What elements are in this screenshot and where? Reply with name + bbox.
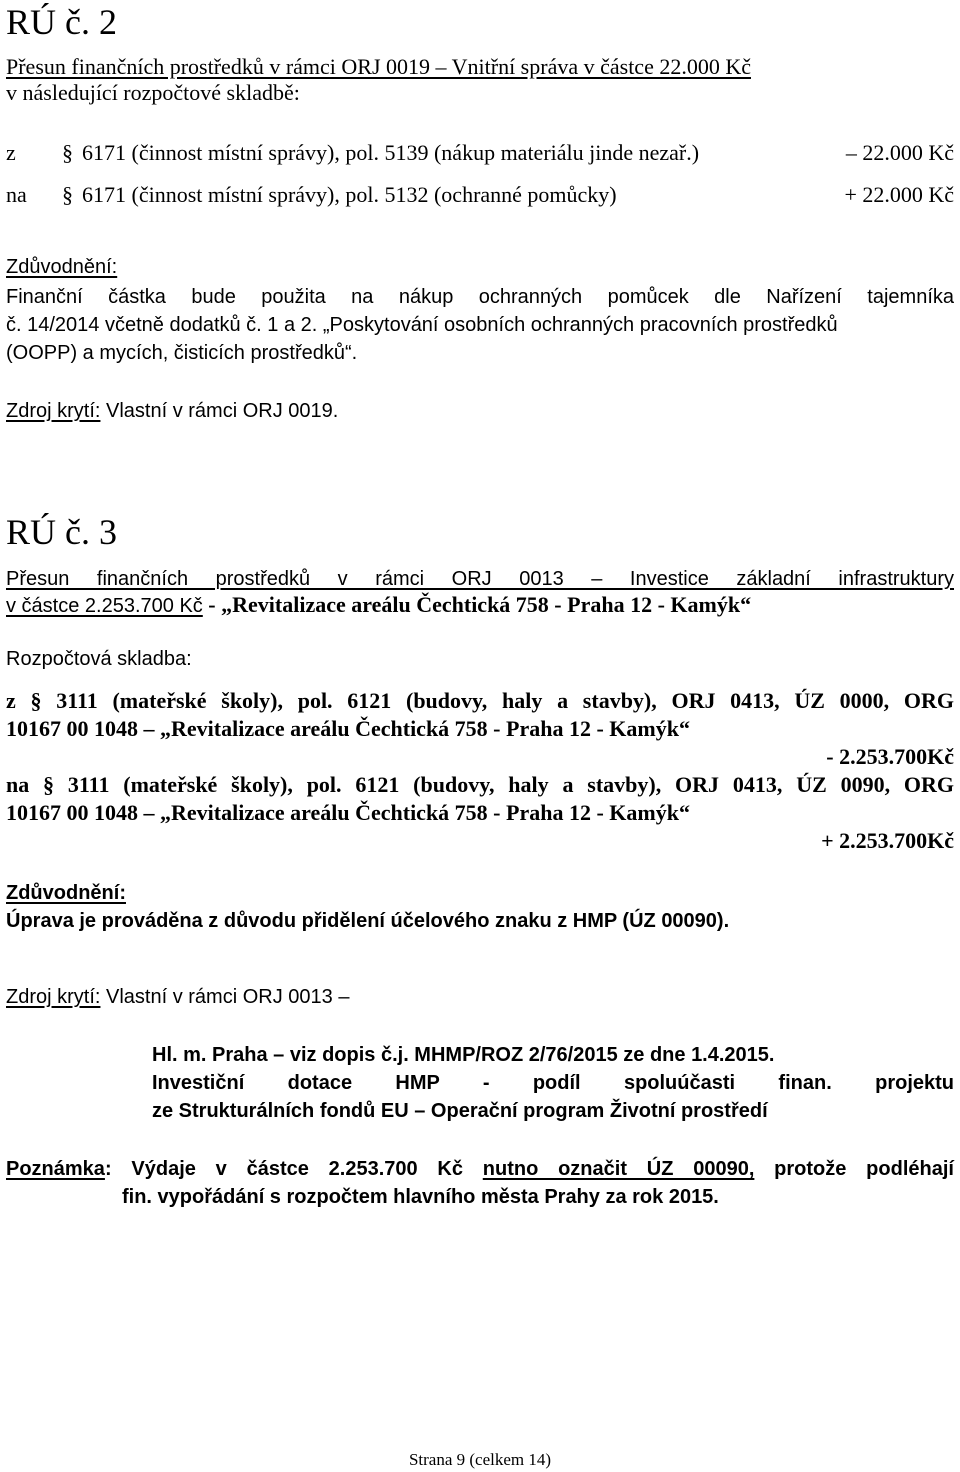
reason-line-3: (OOPP) a mycích, čisticích prostředků“.: [6, 342, 358, 364]
section-sign-icon: §: [62, 140, 73, 165]
note-line-2: fin. vypořádání s rozpočtem hlavního města Prahy za rok 2015.: [122, 1186, 719, 1208]
budget-line-from-amount: – 22.000 Kč: [845, 140, 954, 165]
section-heading-ru3: RÚ č. 3: [6, 512, 117, 552]
transfer-project: - „Revitalizace areálu Čechtická 758 - Praha 12 - Kamýk“: [202, 592, 752, 617]
source-label-ru2: Zdroj krytí:: [6, 400, 101, 422]
source-label-ru3: Zdroj krytí:: [6, 986, 101, 1008]
budget-line-to-amount: + 22.000 Kč: [844, 182, 954, 207]
source-text-ru3: Vlastní v rámci ORJ 0013 –: [100, 986, 350, 1008]
source-ru2: [6, 398, 338, 424]
transfer-title-ru3-line1: Přesun finančních prostředků v rámci ORJ 0013 – Investice základní infrastruktury: [6, 568, 954, 590]
source-text-ru2: Vlastní v rámci ORJ 0019.: [100, 400, 339, 422]
reason-line-1: Finanční částka bude použita na nákup ochranných pomůcek dle Nařízení tajemníka: [6, 286, 954, 308]
budget-line-from-2: 10167 00 1048 – „Revitalizace areálu Čechtická 758 - Praha 12 - Kamýk“: [6, 716, 690, 741]
transfer-title-ru2: Přesun finančních prostředků v rámci ORJ 0019 – Vnitřní správa v částce 22.000 Kč: [6, 54, 751, 79]
reason-text-ru3: Úprava je prováděna z důvodu přidělení účelového znaku z HMP (ÚZ 00090).: [6, 910, 730, 932]
section-sign-icon: §: [62, 182, 73, 207]
source-detail-2: Investiční dotace HMP - podíl spoluúčasti finan. projektu: [152, 1072, 954, 1094]
note-text: Výdaje v částce 2.253.700 Kč: [131, 1158, 483, 1180]
budget-label-ru3: Rozpočtová skladba:: [6, 648, 192, 670]
source-ru3: [6, 984, 349, 1010]
budget-line-from-amount-ru3: - 2.253.700Kč: [826, 744, 954, 769]
transfer-title-ru3-line2: [6, 592, 751, 619]
transfer-subtitle-ru2: v následující rozpočtové skladbě:: [6, 80, 300, 105]
transfer-amount: v částce 2.253.700 Kč: [6, 595, 203, 617]
budget-line-to-amount-ru3: + 2.253.700Kč: [821, 828, 954, 853]
budget-line-from-prefix: z: [6, 140, 16, 165]
budget-line-to-text: 6171 (činnost místní správy), pol. 5132 (ochranné pomůcky): [82, 182, 617, 207]
reason-label-ru2: Zdůvodnění:: [6, 256, 118, 278]
budget-line-to-prefix: na: [6, 182, 27, 207]
source-detail-3: ze Strukturálních fondů EU – Operační program Životní prostředí: [152, 1100, 768, 1122]
budget-line-from-1: z § 3111 (mateřské školy), pol. 6121 (budovy, haly a stavby), ORJ 0413, ÚZ 0000, ORG: [6, 688, 954, 713]
budget-line-from-text: 6171 (činnost místní správy), pol. 5139 (nákup materiálu jinde nezař.): [82, 140, 700, 165]
reason-label-ru3: Zdůvodnění:: [6, 882, 126, 904]
budget-line-to-2: 10167 00 1048 – „Revitalizace areálu Čechtická 758 - Praha 12 - Kamýk“: [6, 800, 690, 825]
budget-line-to-1: na § 3111 (mateřské školy), pol. 6121 (budovy, haly a stavby), ORJ 0413, ÚZ 0090, ORG: [6, 772, 954, 797]
note-line-1: Poznámka: Výdaje v částce 2.253.700 Kč nutno označit ÚZ 00090, protože podléhají: [6, 1158, 954, 1180]
note-label: Poznámka: [6, 1158, 105, 1180]
source-detail-1: Hl. m. Praha – viz dopis č.j. MHMP/ROZ 2/76/2015 ze dne 1.4.2015.: [152, 1044, 775, 1066]
section-heading-ru2: RÚ č. 2: [6, 2, 117, 42]
reason-line-2: č. 14/2014 včetně dodatků č. 1 a 2. „Poskytování osobních ochranných pracovních prostředků: [6, 314, 838, 336]
note-emphasis: nutno označit ÚZ 00090,: [482, 1158, 755, 1180]
page-footer: Strana 9 (celkem 14): [408, 1450, 552, 1469]
